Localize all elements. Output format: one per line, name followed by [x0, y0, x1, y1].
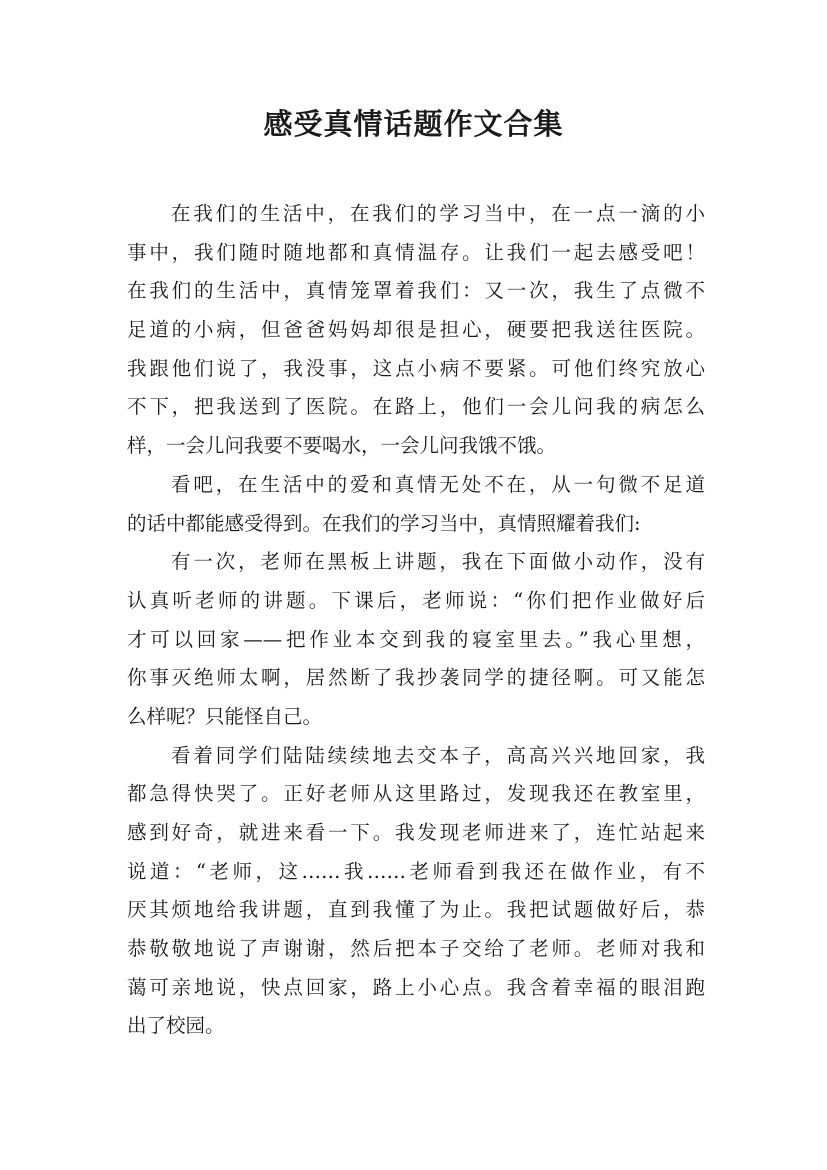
text-line: 看吧，在生活中的爱和真情无处不在，从一句微不足道 [171, 472, 705, 496]
text-line: 我跟他们说了，我没事，这点小病不要紧。可他们终究放心 [127, 356, 705, 380]
text-line: 在我们的生活中，真情笼罩着我们：又一次，我生了点微不 [127, 279, 705, 303]
text-line: 么样呢？只能怪自己。 [127, 704, 323, 728]
text-line: 不下，把我送到了医院。在路上，他们一会儿问我的病怎么 [127, 395, 705, 419]
text-line: 都急得快哭了。正好老师从这里路过，发现我还在教室里， [127, 782, 705, 806]
text-line: 出了校园。 [127, 1014, 225, 1038]
text-line: 有一次，老师在黑板上讲题，我在下面做小动作，没有 [171, 550, 705, 574]
text-line: 看着同学们陆陆续续地去交本子，高高兴兴地回家，我 [171, 743, 705, 767]
text-line: 事中，我们随时随地都和真情温存。让我们一起去感受吧！ [127, 240, 705, 264]
text-line: 才可以回家——把作业本交到我的寝室里去。”我心里想， [127, 627, 705, 651]
text-line: 的话中都能感受得到。在我们的学习当中，真情照耀着我们: [127, 511, 641, 535]
text-line: 蔼可亲地说，快点回家，路上小心点。我含着幸福的眼泪跑 [127, 975, 705, 999]
text-line: 感到好奇，就进来看一下。我发现老师进来了，连忙站起来 [127, 821, 705, 844]
document-title: 感受真情话题作文合集 [263, 107, 564, 141]
text-line: 样，一会儿问我要不要喝水，一会儿问我饿不饿。 [127, 434, 557, 458]
text-line: 你事灭绝师太啊，居然断了我抄袭同学的捷径啊。可又能怎 [127, 666, 705, 690]
text-line: 恭敬敬地说了声谢谢，然后把本子交给了老师。老师对我和 [127, 937, 705, 961]
document-body [127, 195, 705, 1046]
text-line: 足道的小病，但爸爸妈妈却很是担心，硬要把我送往医院。 [127, 318, 705, 342]
text-line: 厌其烦地给我讲题，直到我懂了为止。我把试题做好后，恭 [127, 898, 705, 922]
text-line: 说道：“老师，这……我……老师看到我还在做作业，有不 [127, 859, 705, 883]
text-line: 认真听老师的讲题。下课后，老师说：“你们把作业做好后 [127, 588, 705, 612]
text-line: 在我们的生活中，在我们的学习当中，在一点一滴的小 [171, 202, 705, 225]
